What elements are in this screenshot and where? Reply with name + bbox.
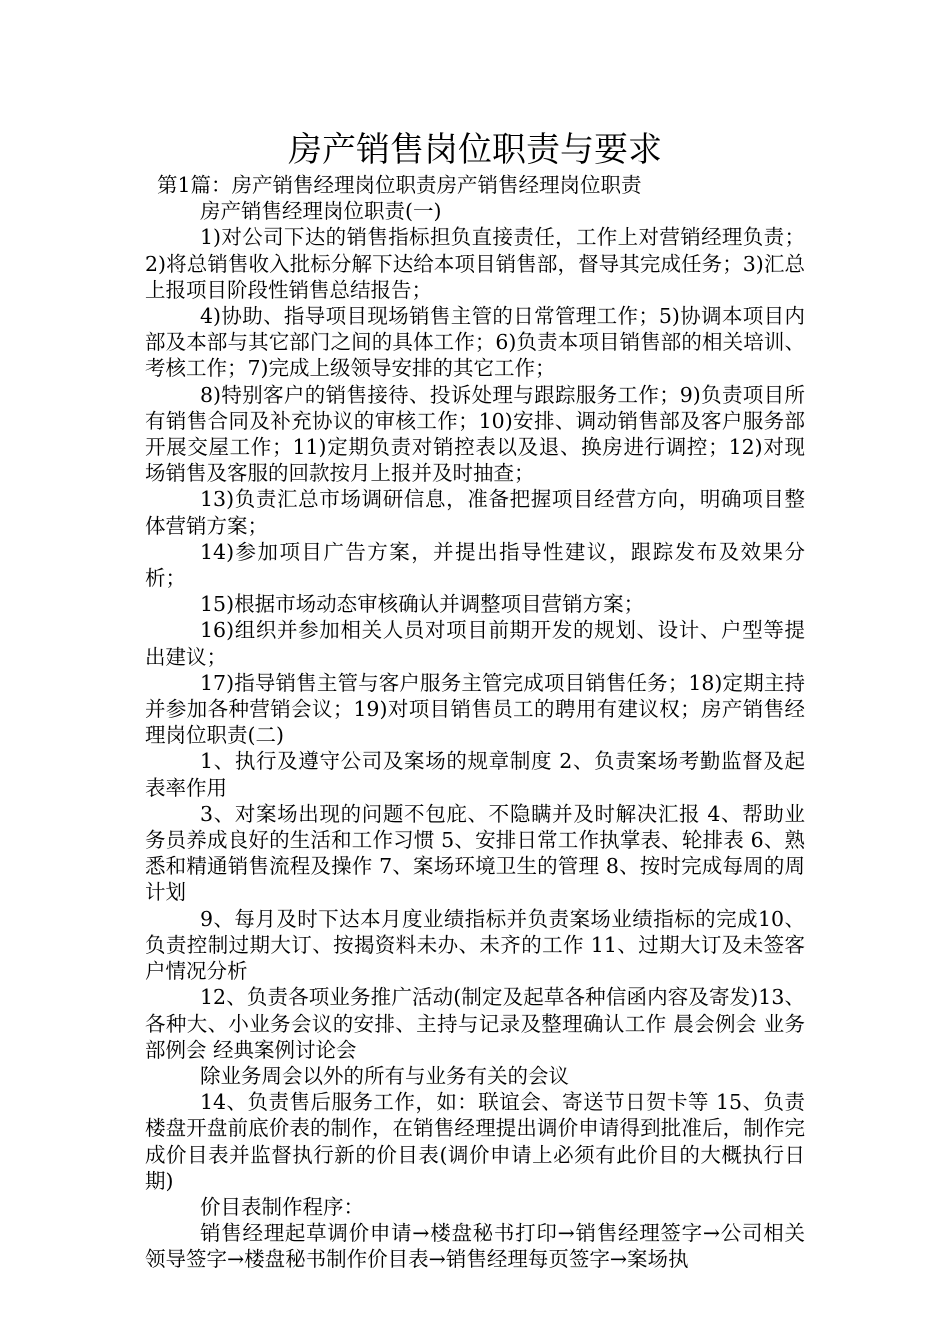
paragraph: 销售经理起草调价申请→楼盘秘书打印→销售经理签字→公司相关领导签字→楼盘秘书制作价目表→销售经理每页签字→案场执 bbox=[145, 1221, 805, 1272]
paragraph: 9、每月及时下达本月度业绩指标并负责案场业绩指标的完成10、负责控制过期大订、按揭资料未办、未齐的工作 11、过期大订及未签客户情况分析 bbox=[145, 906, 805, 984]
paragraph: 8)特别客户的销售接待、投诉处理与跟踪服务工作；9)负责项目所有销售合同及补充协议的审核工作；10)安排、调动销售部及客户服务部开展交屋工作；11)定期负责对销控表以及退、换房进行调控；12)对现场销售及客服的回款按月上报并及时抽查； bbox=[145, 382, 805, 486]
paragraph: 13)负责汇总市场调研信息，准备把握项目经营方向，明确项目整体营销方案； bbox=[145, 487, 805, 538]
paragraph: 价目表制作程序： bbox=[200, 1194, 364, 1219]
paragraph: 1)对公司下达的销售指标担负直接责任，工作上对营销经理负责；2)将总销售收入批标分解下达给本项目销售部，督导其完成任务；3)汇总上报项目阶段性销售总结报告； bbox=[145, 225, 805, 302]
paragraph: 12、负责各项业务推广活动(制定及起草各种信函内容及寄发)13、各种大、小业务会议的安排、主持与记录及整理确认工作 晨会例会 业务部例会 经典案例讨论会 bbox=[145, 985, 805, 1062]
paragraph: 1、执行及遵守公司及案场的规章制度 2、负责案场考勤监督及起表率作用 bbox=[145, 749, 805, 800]
paragraph: 14)参加项目广告方案，并提出指导性建议，跟踪发布及效果分析； bbox=[145, 539, 805, 591]
section-heading: 第1篇：房产销售经理岗位职责房产销售经理岗位职责 bbox=[157, 173, 642, 197]
document-body bbox=[145, 172, 805, 1273]
paragraph: 房产销售经理岗位职责(一) bbox=[200, 199, 442, 224]
paragraph: 15)根据市场动态审核确认并调整项目营销方案； bbox=[200, 592, 645, 617]
document-title: 房产销售岗位职责与要求 bbox=[288, 130, 662, 170]
paragraph: 4)协助、指导项目现场销售主管的日常管理工作；5)协调本项目内部及本部与其它部门之间的具体工作；6)负责本项目销售部的相关培训、考核工作；7)完成上级领导安排的其它工作； bbox=[145, 304, 805, 381]
paragraph: 3、对案场出现的问题不包庇、不隐瞒并及时解决汇报 4、帮助业务员养成良好的生活和工作习惯 5、安排日常工作执掌表、轮排表 6、熟悉和精通销售流程及操作 7、案场环境卫生的管理 8、按时完成每周的周计划 bbox=[145, 801, 805, 905]
paragraph: 16)组织并参加相关人员对项目前期开发的规划、设计、户型等提出建议； bbox=[145, 618, 805, 669]
paragraph: 14、负责售后服务工作，如：联谊会、寄送节日贺卡等 15、负责楼盘开盘前底价表的制作，在销售经理提出调价申请得到批准后，制作完成价目表并监督执行新的价目表(调价申请上必须有此价目的大概执行日期) bbox=[145, 1090, 805, 1193]
paragraph: 17)指导销售主管与客户服务主管完成项目销售任务；18)定期主持并参加各种营销会议；19)对项目销售员工的聘用有建议权；房产销售经理岗位职责(二) bbox=[145, 670, 805, 748]
paragraph: 除业务周会以外的所有与业务有关的会议 bbox=[200, 1063, 569, 1088]
